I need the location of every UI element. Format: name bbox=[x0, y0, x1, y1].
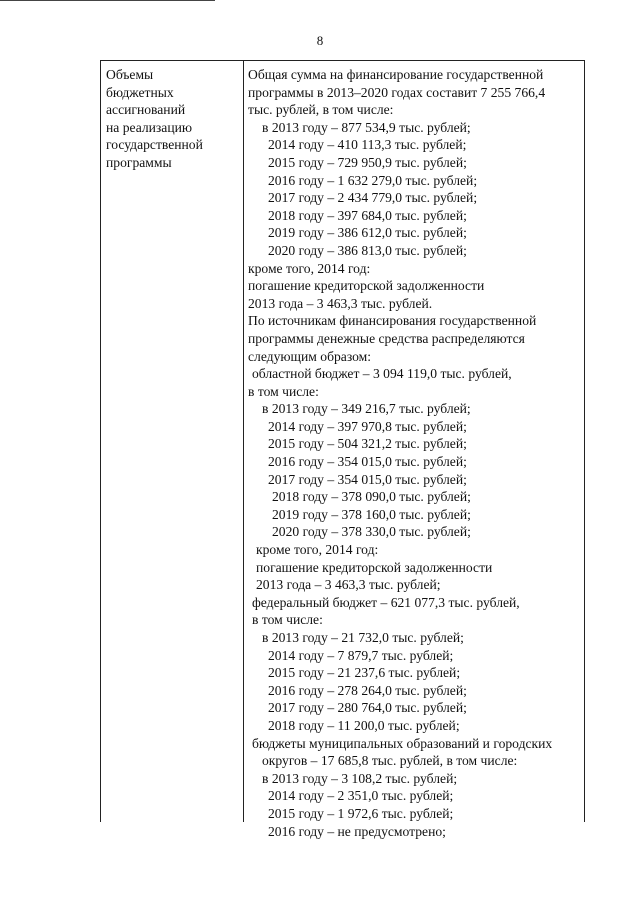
funding-line: в 2013 году – 21 732,0 тыс. рублей; bbox=[262, 630, 464, 645]
funding-line: 2016 году – 278 264,0 тыс. рублей; bbox=[268, 682, 467, 698]
funding-line: тыс. рублей, в том числе: bbox=[248, 102, 394, 118]
funding-line: 2015 году – 504 321,2 тыс. рублей; bbox=[268, 436, 467, 452]
funding-line: погашение кредиторской задолженности bbox=[248, 278, 485, 294]
left-cell-heading bbox=[106, 66, 238, 172]
funding-line: областной бюджет – 3 094 119,0 тыс. рублей, bbox=[252, 366, 512, 382]
funding-line: в 2013 году – 349 216,7 тыс. рублей; bbox=[262, 401, 471, 417]
funding-line: 2016 году – не предусмотрено; bbox=[268, 823, 446, 839]
funding-line: в 2013 году – 877 534,9 тыс. рублей; bbox=[262, 119, 471, 135]
funding-line: 2018 году – 11 200,0 тыс. рублей; bbox=[268, 717, 460, 733]
right-cell-funding-text bbox=[248, 66, 584, 840]
left-cell-line: программы bbox=[106, 154, 172, 170]
funding-line: Общая сумма на финансирование государственной bbox=[248, 67, 544, 82]
funding-line: кроме того, 2014 год: bbox=[256, 542, 379, 558]
funding-line: округов – 17 685,8 тыс. рублей, в том числе: bbox=[262, 753, 518, 769]
left-cell-line: на реализацию bbox=[106, 119, 193, 135]
left-cell-line: Объемы bbox=[106, 67, 154, 82]
scan-edge-line bbox=[0, 0, 215, 1]
funding-line: следующим образом: bbox=[248, 348, 372, 364]
funding-line: 2015 году – 21 237,6 тыс. рублей; bbox=[268, 665, 461, 681]
funding-line: федеральный бюджет – 621 077,3 тыс. рублей, bbox=[252, 594, 520, 610]
funding-line: 2016 году – 354 015,0 тыс. рублей; bbox=[268, 454, 467, 470]
funding-line: 2017 году – 354 015,0 тыс. рублей; bbox=[268, 471, 467, 487]
funding-line: 2020 году – 378 330,0 тыс. рублей; bbox=[272, 524, 471, 540]
funding-line: 2013 года – 3 463,3 тыс. рублей; bbox=[256, 577, 441, 593]
budget-table bbox=[100, 60, 585, 839]
funding-line: программы в 2013–2020 годах составит 7 255 766,4 bbox=[248, 84, 546, 100]
funding-line: 2013 года – 3 463,3 тыс. рублей. bbox=[248, 295, 433, 311]
funding-line: кроме того, 2014 год: bbox=[248, 260, 371, 276]
funding-line: программы денежные средства распределяются bbox=[248, 330, 525, 346]
left-cell-line: ассигнований bbox=[106, 102, 186, 118]
funding-line: По источникам финансирования государственной bbox=[248, 313, 537, 329]
column-divider bbox=[243, 61, 244, 822]
funding-line: в том числе: bbox=[248, 383, 319, 399]
funding-line: 2019 году – 386 612,0 тыс. рублей; bbox=[268, 225, 467, 241]
funding-line: 2016 году – 1 632 279,0 тыс. рублей; bbox=[268, 172, 478, 188]
funding-line: в 2013 году – 3 108,2 тыс. рублей; bbox=[262, 770, 458, 786]
funding-line: 2015 году – 729 950,9 тыс. рублей; bbox=[268, 154, 467, 170]
funding-line: 2017 году – 2 434 779,0 тыс. рублей; bbox=[268, 190, 478, 206]
funding-line: 2018 году – 378 090,0 тыс. рублей; bbox=[272, 489, 471, 505]
funding-line: погашение кредиторской задолженности bbox=[256, 559, 493, 575]
funding-line: 2014 году – 410 113,3 тыс. рублей; bbox=[268, 137, 467, 153]
funding-line: в том числе: bbox=[252, 612, 323, 628]
page-number: 8 bbox=[316, 33, 324, 48]
funding-line: 2020 году – 386 813,0 тыс. рублей; bbox=[268, 242, 467, 258]
funding-line: 2014 году – 7 879,7 тыс. рублей; bbox=[268, 647, 454, 663]
funding-line: 2019 году – 378 160,0 тыс. рублей; bbox=[272, 506, 471, 522]
funding-line: 2015 году – 1 972,6 тыс. рублей; bbox=[268, 805, 454, 821]
left-cell-line: бюджетных bbox=[106, 84, 174, 100]
funding-line: 2014 году – 397 970,8 тыс. рублей; bbox=[268, 418, 467, 434]
left-cell-line: государственной bbox=[106, 137, 203, 153]
funding-line: 2014 году – 2 351,0 тыс. рублей; bbox=[268, 788, 454, 804]
funding-line: 2017 году – 280 764,0 тыс. рублей; bbox=[268, 700, 467, 716]
funding-line: 2018 году – 397 684,0 тыс. рублей; bbox=[268, 207, 467, 223]
funding-line: бюджеты муниципальных образований и городских bbox=[252, 735, 553, 751]
